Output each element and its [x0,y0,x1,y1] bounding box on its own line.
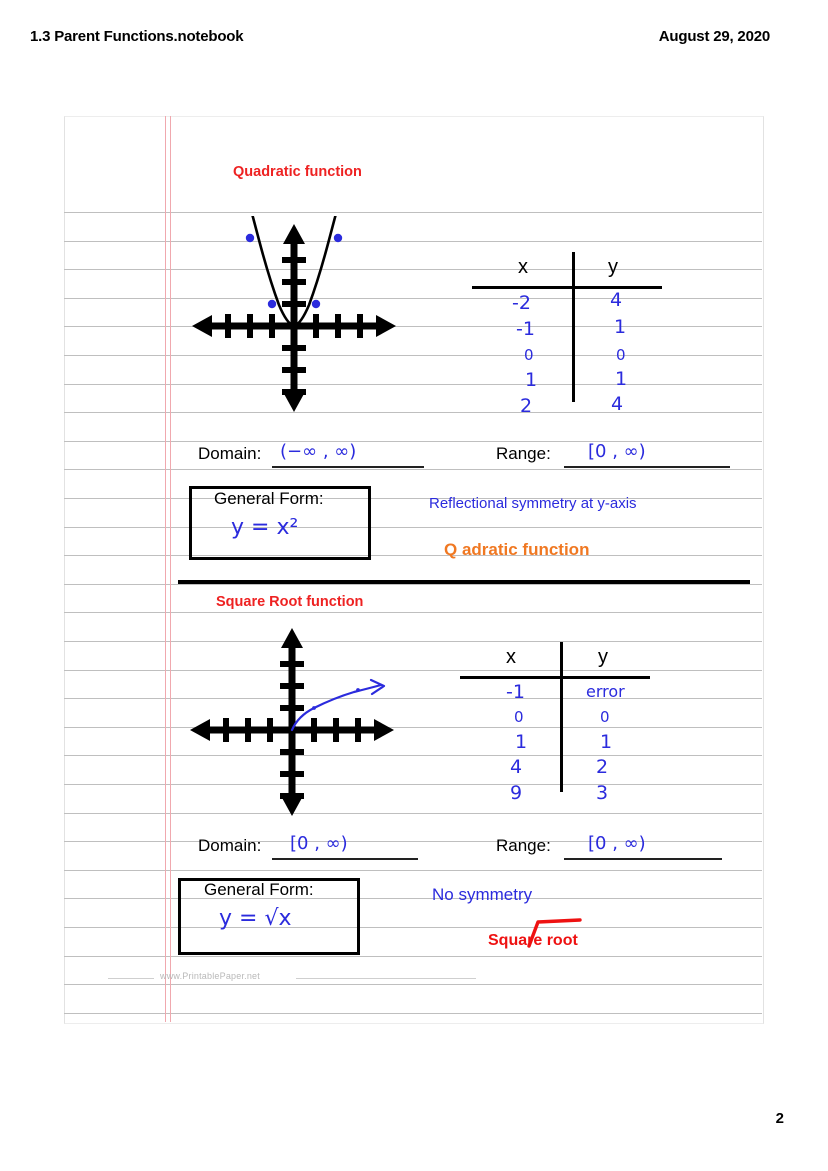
paper-rule-line [64,412,762,413]
table-cell-y: 4 [611,393,624,415]
margin-line-right [170,116,171,1022]
data-point [334,234,342,242]
table-cell-x: -1 [516,318,535,340]
table-cell-y: 1 [615,368,628,390]
paper-rule-line [64,784,762,785]
table-cell-x: 0 [514,708,524,726]
paper-rule-line [64,956,762,957]
data-point [312,300,320,308]
paper-rule-line [64,755,762,756]
paper-rule-line [64,841,762,842]
squareroot-range-value: [0 , ∞) [588,833,646,854]
squareroot-general-form-label: General Form: [204,880,314,899]
quadratic-range-label: Range: [496,444,551,463]
page-header [0,28,828,58]
paper-rule-line [64,584,762,585]
paper-watermark [108,971,408,985]
page-number: 2 [775,1110,784,1127]
squareroot-graph-label: Square Root function [216,594,364,610]
paper-rule-line [64,927,762,928]
squareroot-range-label: Range: [496,836,551,855]
table-cell-x: 0 [524,346,534,364]
paper-rule-line [64,469,762,470]
table-column-divider [560,642,563,792]
table-cell-y: 0 [616,346,626,364]
quadratic-general-form-label: General Form: [214,489,324,508]
paper-rule-line [64,698,762,699]
table-cell-x: -2 [512,292,531,314]
quadratic-domain-label: Domain: [198,444,262,463]
table-cell-x: 2 [520,395,533,417]
paper-rule-line [64,212,762,213]
notebook-date: August 29, 2020 [658,28,770,45]
squareroot-domain-value: [0 , ∞) [290,833,348,854]
paper-rule-line [64,1013,762,1014]
table-header-y: y [608,256,618,278]
margin-line-left [165,116,166,1022]
table-cell-y: 0 [600,708,610,726]
paper-border [64,116,764,1024]
paper-rule-line [64,727,762,728]
quadratic-general-form-equation: y = x² [231,515,299,540]
table-cell-y: 1 [600,731,613,753]
quadratic-symmetry-note: Reflectional symmetry at y-axis [429,495,637,512]
data-point [356,688,360,692]
paper-rule-line [64,870,762,871]
table-cell-y: 1 [614,316,627,338]
squareroot-general-form-equation: y = √x [219,906,292,931]
paper-rule-line [64,355,762,356]
paper-rule-line [64,269,762,270]
paper-rule-line [64,498,762,499]
paper-rule-line [64,441,762,442]
paper-rule-line [64,298,762,299]
notebook-title: 1.3 Parent Functions.notebook [30,28,244,45]
quadratic-graph-label: Quadratic function [233,164,362,180]
table-cell-x: 1 [525,369,538,391]
paper-rule-line [64,555,762,556]
quadratic-range-value: [0 , ∞) [588,441,646,462]
paper-rule-line [64,641,762,642]
table-cell-x: 9 [510,782,523,804]
table-cell-y: 4 [610,289,623,311]
table-cell-x: 1 [515,731,528,753]
table-header-x: x [506,646,516,668]
paper-rule-line [64,612,762,613]
table-cell-x: 4 [510,756,523,778]
notebook-paper [64,116,762,1022]
squareroot-range-rule [564,858,722,860]
paper-rule-line [64,241,762,242]
section-divider [178,580,750,584]
paper-rule-line [64,898,762,899]
watermark-rule-left [108,978,154,979]
quadratic-domain-rule [272,466,424,468]
table-header-rule [460,676,650,679]
quadratic-name-note: Q adratic function [444,540,590,559]
table-cell-y: 3 [596,782,609,804]
table-cell-y: error [586,682,625,701]
table-column-divider [572,252,575,402]
squareroot-symmetry-note: No symmetry [432,885,533,904]
data-point [268,300,276,308]
paper-rule-line [64,326,762,327]
data-point [312,706,316,710]
quadratic-range-rule [564,466,730,468]
watermark-rule-right [296,978,476,979]
table-cell-x: -1 [506,681,525,703]
quadratic-graph [184,216,404,416]
table-header-x: x [518,256,528,278]
watermark-text: www.PrintablePaper.net [160,971,260,981]
data-point [246,234,254,242]
squareroot-domain-rule [272,858,418,860]
squareroot-graph [182,620,402,820]
paper-rule-line [64,384,762,385]
paper-rule-line [64,527,762,528]
squareroot-name-note: Square root [488,932,578,949]
table-header-y: y [598,646,608,668]
quadratic-domain-value: (−∞ , ∞) [280,441,357,462]
table-header-rule [472,286,662,289]
table-cell-y: 2 [596,756,609,778]
paper-rule-line [64,670,762,671]
paper-rule-line [64,813,762,814]
squareroot-domain-label: Domain: [198,836,262,855]
